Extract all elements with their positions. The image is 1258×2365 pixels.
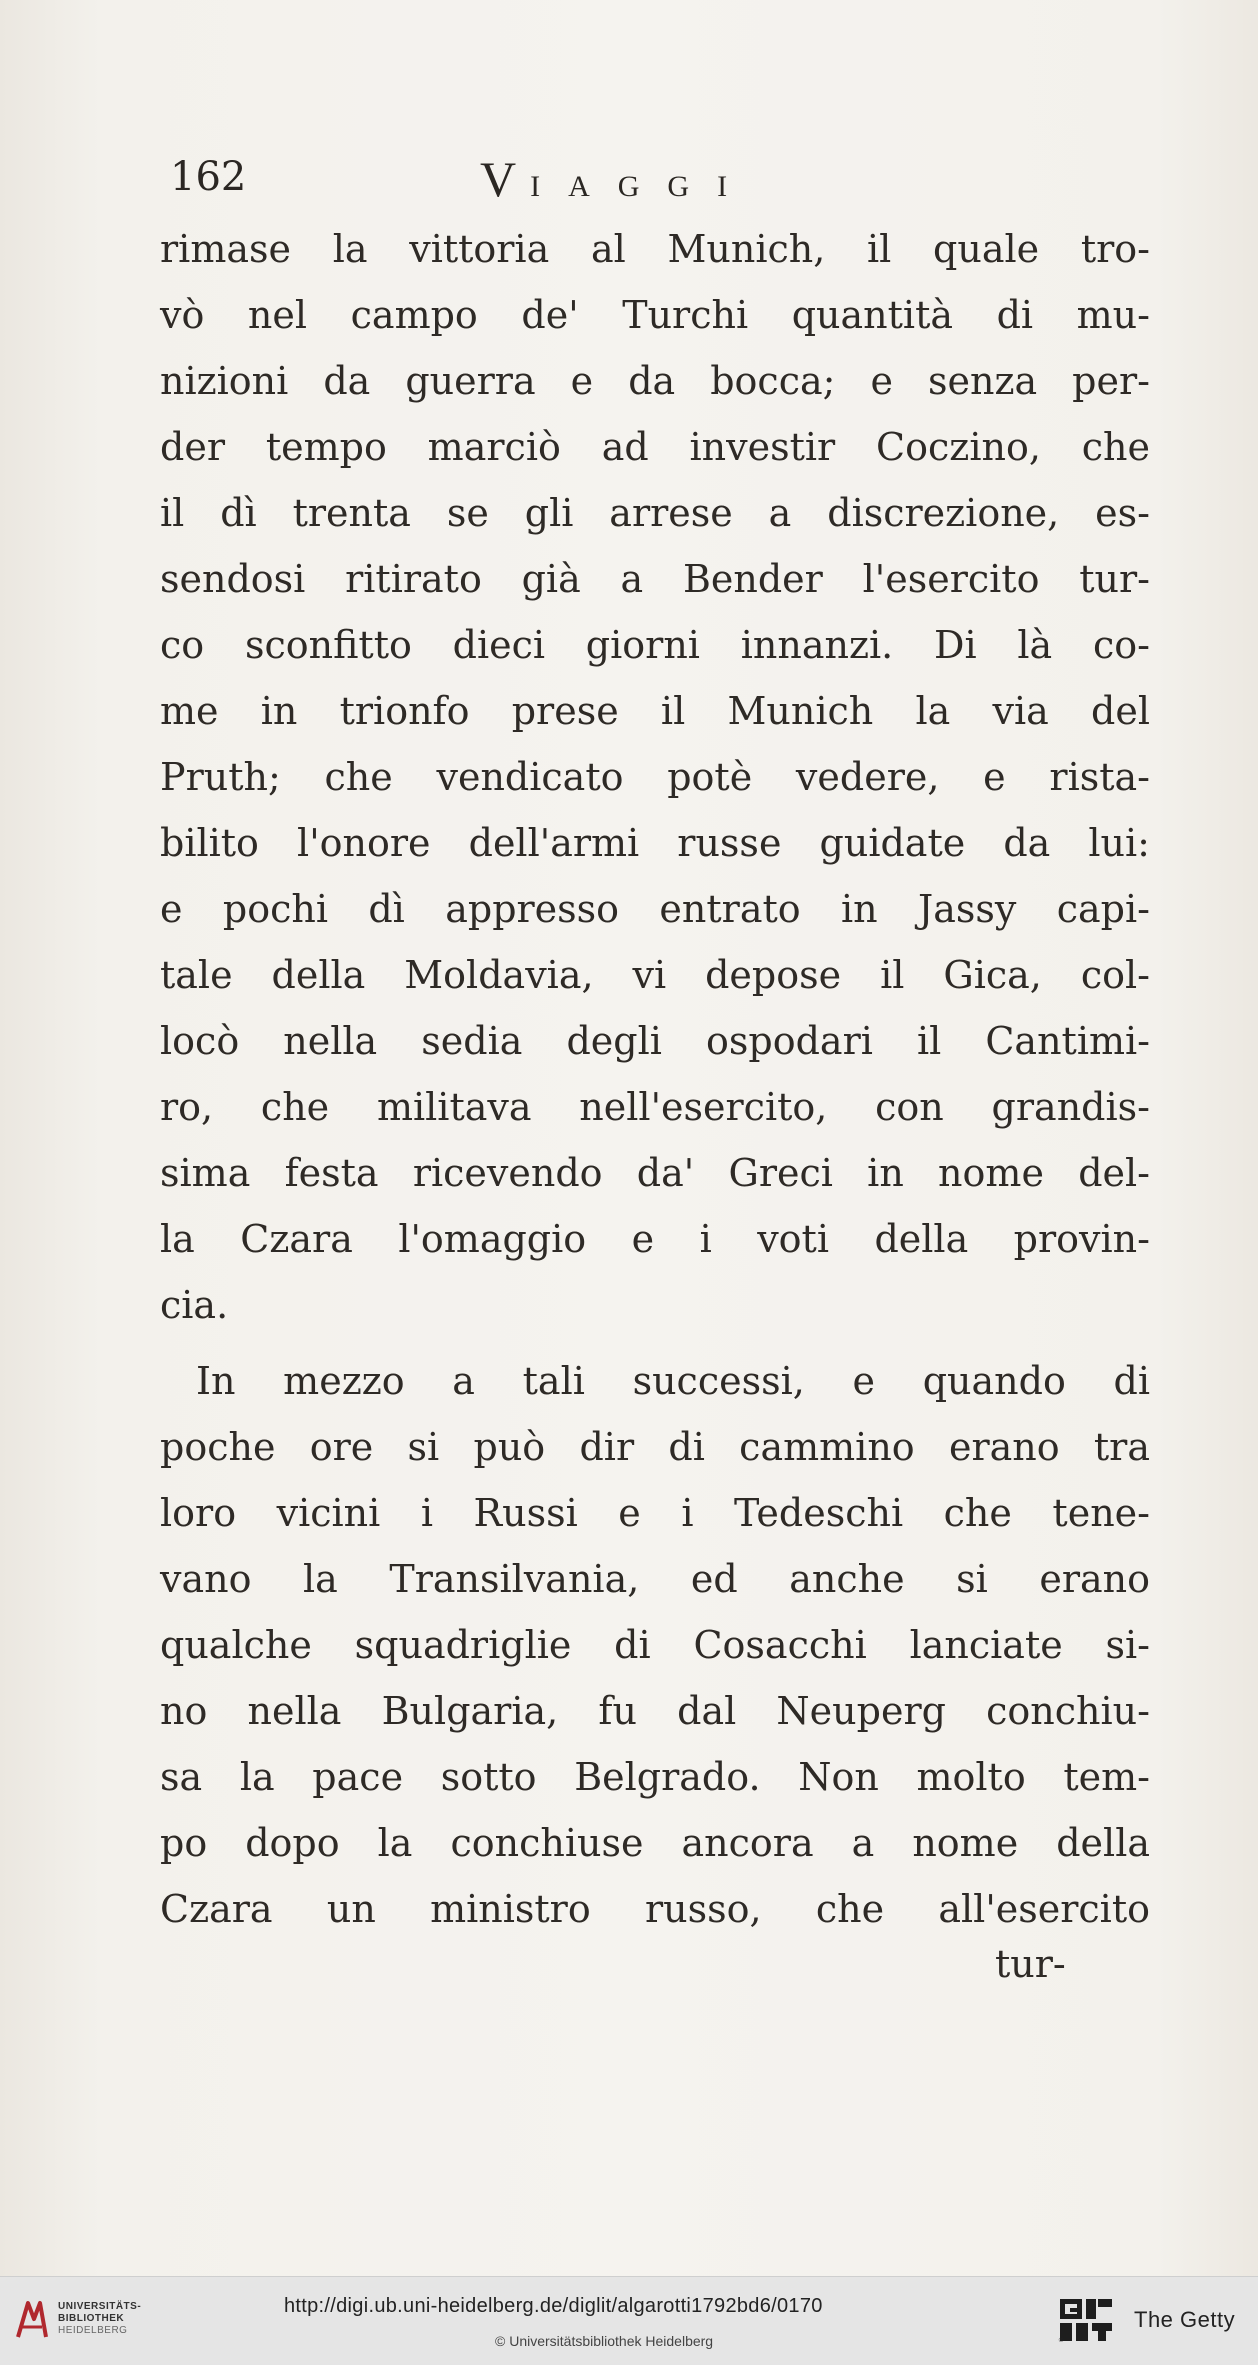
text-line: rimase la vittoria al Munich, il quale tro- (160, 227, 1150, 271)
body-text (160, 216, 1150, 1942)
text-line: vò nel campo de' Turchi quantità di mu- (160, 293, 1150, 337)
text-line: no nella Bulgaria, fu dal Neuperg conchiu- (160, 1689, 1150, 1733)
text-line: sa la pace sotto Belgrado. Non molto tem- (160, 1755, 1150, 1799)
running-title-rest: IAGGI (530, 170, 756, 203)
text-line: bilito l'onore dell'armi russe guidate da lui: (160, 821, 1150, 865)
text-line: locò nella sedia degli ospodari il Cantimi- (160, 1019, 1150, 1063)
text-line: der tempo marciò ad investir Coczino, che (160, 425, 1150, 469)
library-name-line-2: BIBLIOTHEK (58, 2313, 125, 2324)
text-line: nizioni da guerra e da bocca; e senza per- (160, 359, 1150, 403)
permalink-url[interactable]: http://digi.ub.uni-heidelberg.de/diglit/algarotti1792bd6/0170 (284, 2295, 823, 2317)
text-line: e pochi dì appresso entrato in Jassy capi- (160, 887, 1150, 931)
getty-logo (1058, 2297, 1114, 2343)
text-line: Pruth; che vendicato potè vedere, e rista- (160, 755, 1150, 799)
library-name-line-1: UNIVERSITÄTS- (58, 2301, 142, 2312)
library-name-line-3: HEIDELBERG (58, 2325, 128, 2336)
text-line: po dopo la conchiuse ancora a nome della (160, 1821, 1150, 1865)
text-line: ro, che militava nell'esercito, con grandis- (160, 1085, 1150, 1129)
page-number: 162 (170, 154, 247, 200)
page-header (160, 150, 1160, 210)
text-line: la Czara l'omaggio e i voti della provin- (160, 1217, 1150, 1261)
text-line: il dì trenta se gli arrese a discrezione, es- (160, 491, 1150, 535)
text-line: sendosi ritirato già a Bender l'esercito tur- (160, 557, 1150, 601)
text-line: cia. (160, 1283, 229, 1327)
paragraph-first-line: In mezzo a tali successi, e quando di (196, 1359, 1150, 1403)
text-line: loro vicini i Russi e i Tedeschi che tene- (160, 1491, 1150, 1535)
catchword: tur- (995, 1942, 1066, 1986)
copyright-notice: © Universitätsbibliothek Heidelberg (495, 2333, 714, 2349)
getty-registered-mark: ® (1058, 2337, 1064, 2343)
running-title-initial: V (480, 151, 517, 207)
text-line: me in trionfo prese il Munich la via del (160, 689, 1150, 733)
running-title (480, 150, 755, 208)
library-name (58, 2301, 141, 2337)
text-line: sima festa ricevendo da' Greci in nome del- (160, 1151, 1150, 1195)
heidelberg-university-library-logo (14, 2297, 50, 2341)
getty-name: The Getty (1134, 2307, 1236, 2332)
text-line: qualche squadriglie di Cosacchi lanciate si- (160, 1623, 1150, 1667)
text-line: poche ore si può dir di cammino erano tra (160, 1425, 1150, 1469)
text-line: co sconfitto dieci giorni innanzi. Di là co- (160, 623, 1150, 667)
text-line: Czara un ministro russo, che all'esercito (160, 1887, 1150, 1931)
text-line: vano la Transilvania, ed anche si erano (160, 1557, 1150, 1601)
viewer-footer (0, 2276, 1258, 2365)
text-line: tale della Moldavia, vi depose il Gica, col- (160, 953, 1150, 997)
